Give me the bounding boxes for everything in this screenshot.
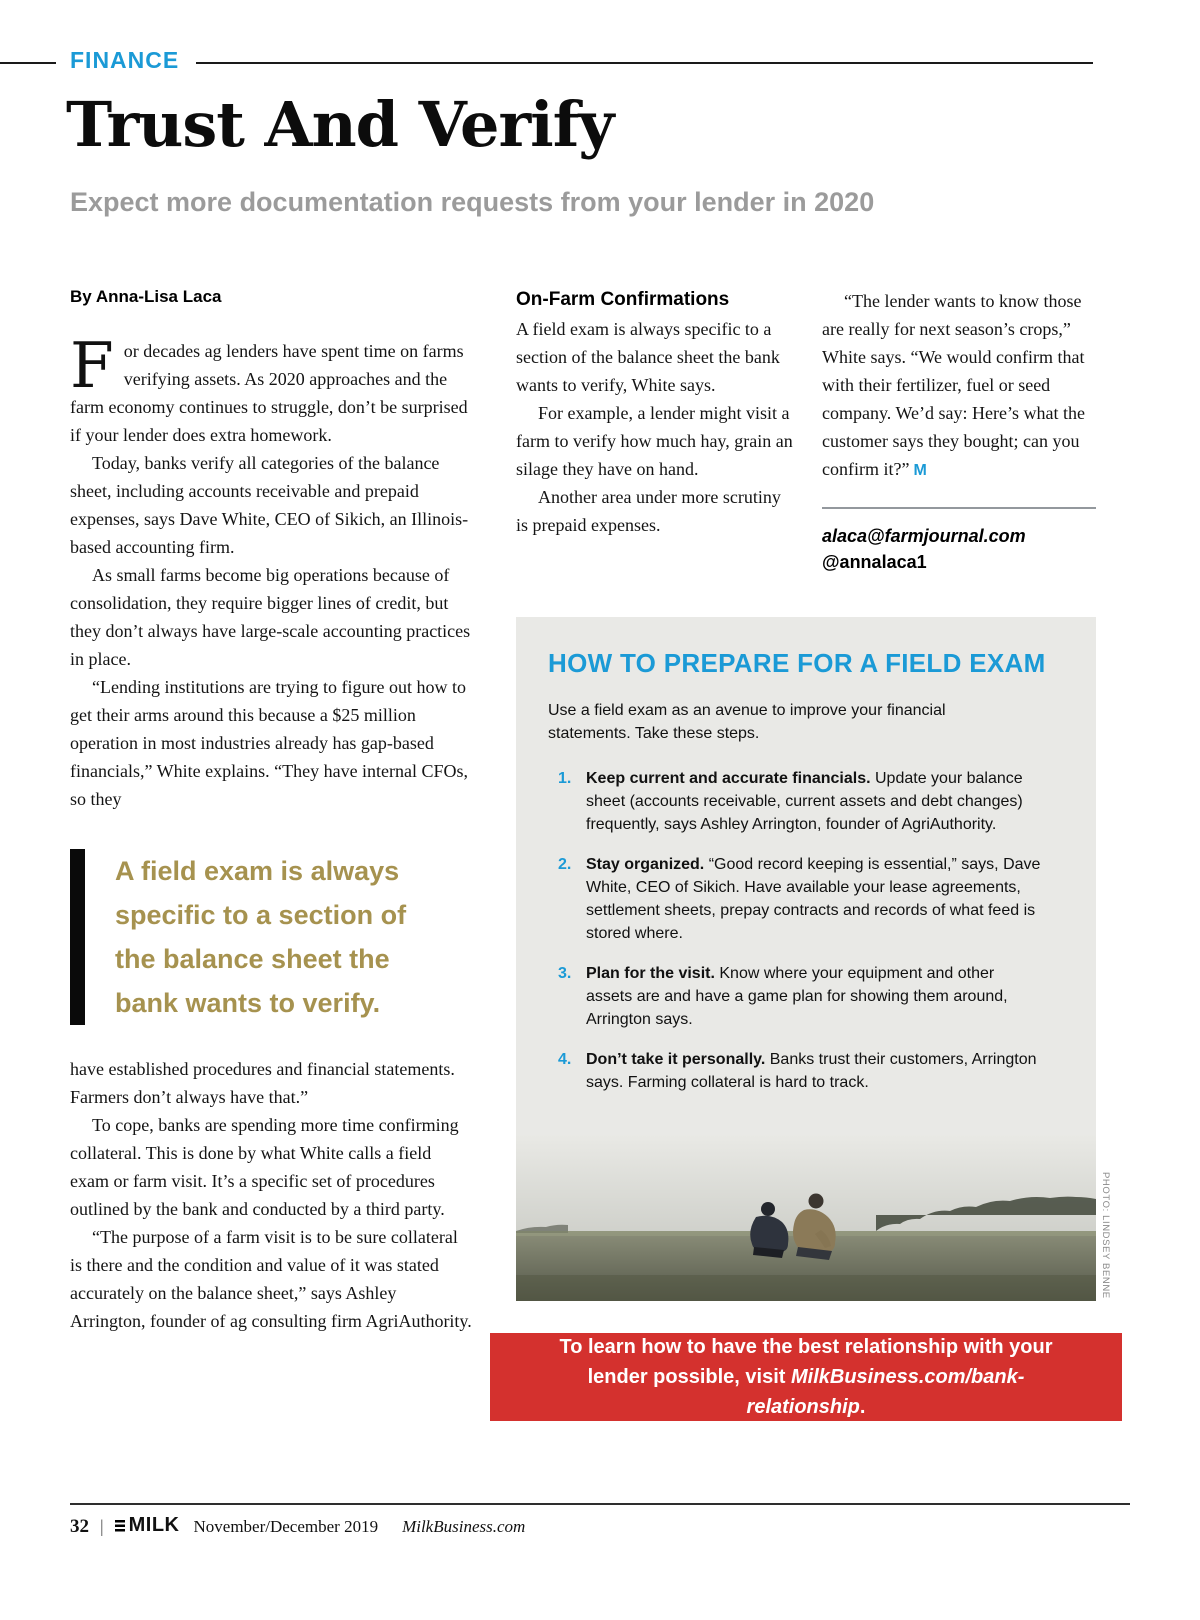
step-number: 2. (558, 856, 572, 873)
body-text: or decades ag lenders have spent time on farms verifying assets. As 2020 approaches and the farm economy continues to struggle, don’t be surprised if your lender does extra homework. (70, 341, 468, 445)
author-twitter-handle[interactable]: @annalaca1 (822, 552, 927, 572)
step-text: Plan for the visit. Know where your equipment and other assets are and have a game plan for showing them around, Arrington says. (586, 965, 1008, 1028)
footer-separator: | (100, 1515, 104, 1536)
paragraph: A field exam is always specific to a section of the balance sheet the bank wants to verify, White says. (516, 319, 780, 395)
article-subtitle: Expect more documentation requests from your lender in 2020 (70, 187, 875, 217)
body-text: “The lender wants to know those are really for next season’s crops,” White says. “We would confirm that with their fertilizer, fuel or seed company. We’d say: Here’s what the customer says they bought; can you confirm it?” (822, 291, 1085, 479)
photo-credit: PHOTO: LINDSEY BENNE (1100, 1172, 1111, 1299)
step-number: 1. (558, 770, 572, 787)
field-exam-sidebar (516, 617, 1096, 1301)
step-text: Stay organized. “Good record keeping is essential,” says, Dave White, CEO of Sikich. Have available your lease agreements, settlement sheets, prepay contracts and records of what feed is stored where. (586, 856, 1041, 942)
milk-logo: MILK (115, 1514, 180, 1537)
step-number: 4. (558, 1051, 572, 1068)
column-3 (822, 287, 1096, 575)
page-footer (70, 1514, 525, 1538)
field-photo-illustration (516, 1135, 1096, 1301)
end-of-article-mark: M (913, 462, 927, 479)
page-title: Trust And Verify (66, 88, 614, 161)
author-email-link[interactable]: alaca@farmjournal.com (822, 526, 1026, 546)
kicker-rule-right (196, 62, 1093, 64)
issue-date: November/December 2019 (193, 1516, 379, 1536)
drop-cap: F (70, 329, 114, 402)
section-kicker: FINANCE (70, 47, 180, 73)
list-item (558, 853, 1044, 945)
list-item (558, 962, 1044, 1031)
pull-quote (70, 849, 472, 1025)
sidebar-steps (548, 767, 1064, 1094)
field-exam-photo (516, 1135, 1096, 1301)
page-number: 32 (70, 1515, 89, 1537)
promo-banner-text: To learn how to have the best relationship with your lender possible, visit MilkBusiness.com/bank-relationship. (559, 1336, 1053, 1418)
step-text: Don’t take it personally. Banks trust their customers, Arrington says. Farming collateral is hard to track. (586, 1051, 1037, 1091)
paragraph: Today, banks verify all categories of the balance sheet, including accounts receivable and prepaid expenses, says Dave White, CEO of Sikich, an Illinois-based accounting firm. (70, 453, 469, 557)
banner-url-link[interactable]: MilkBusiness.com/bank-relationship (746, 1366, 1025, 1418)
column-1 (70, 287, 472, 1335)
paragraph: “Lending institutions are trying to figure out how to get their arms around this because a $25 million operation in most industries already has gap-based financials,” White explains. “They have internal CFOs, so they (70, 677, 469, 809)
paragraph: “The purpose of a farm visit is to be sure collateral is there and the condition and value of it was stated accurately on the balance sheet,” says Ashley Arrington, founder of ag consulting firm AgriAuthority. (70, 1227, 472, 1331)
column-2 (516, 287, 793, 539)
paragraph (70, 329, 472, 449)
contact-divider (822, 507, 1096, 509)
paragraph (822, 287, 1096, 483)
paragraph: have established procedures and financial statements. Farmers don’t always have that.” (70, 1059, 455, 1107)
pull-quote-text: A field exam is always specific to a section of the balance sheet the bank wants to verify. (115, 856, 407, 1018)
subhead-on-farm-confirmations: On-Farm Confirmations (516, 289, 730, 310)
paragraph: Another area under more scrutiny is prepaid expenses. (516, 487, 781, 535)
kicker-rule-left (0, 62, 56, 64)
list-item (558, 1048, 1044, 1094)
promo-banner (490, 1333, 1122, 1421)
byline: By Anna-Lisa Laca (70, 287, 222, 306)
paragraph: For example, a lender might visit a farm to verify how much hay, grain an silage they have on hand. (516, 403, 793, 479)
milk-logo-icon (115, 1520, 125, 1532)
step-text: Keep current and accurate financials. Update your balance sheet (accounts receivable, current assets and debt changes) frequently, says Ashley Arrington, founder of AgriAuthority. (586, 770, 1023, 833)
sidebar-intro: Use a field exam as an avenue to improve your financial statements. Take these steps. (548, 702, 946, 742)
paragraph: As small farms become big operations because of consolidation, they require bigger lines of credit, but they don’t always have large-scale accounting practices in place. (70, 565, 471, 669)
pull-quote-bar (70, 849, 85, 1025)
sidebar-title: HOW TO PREPARE FOR A FIELD EXAM (548, 648, 1046, 678)
footer-website-link[interactable]: MilkBusiness.com (402, 1516, 526, 1536)
paragraph: To cope, banks are spending more time confirming collateral. This is done by what White calls a field exam or farm visit. It’s a specific set of procedures outlined by the bank and conducted by a third party. (70, 1115, 459, 1219)
list-item (558, 767, 1044, 836)
step-number: 3. (558, 965, 572, 982)
footer-rule (70, 1503, 1130, 1505)
